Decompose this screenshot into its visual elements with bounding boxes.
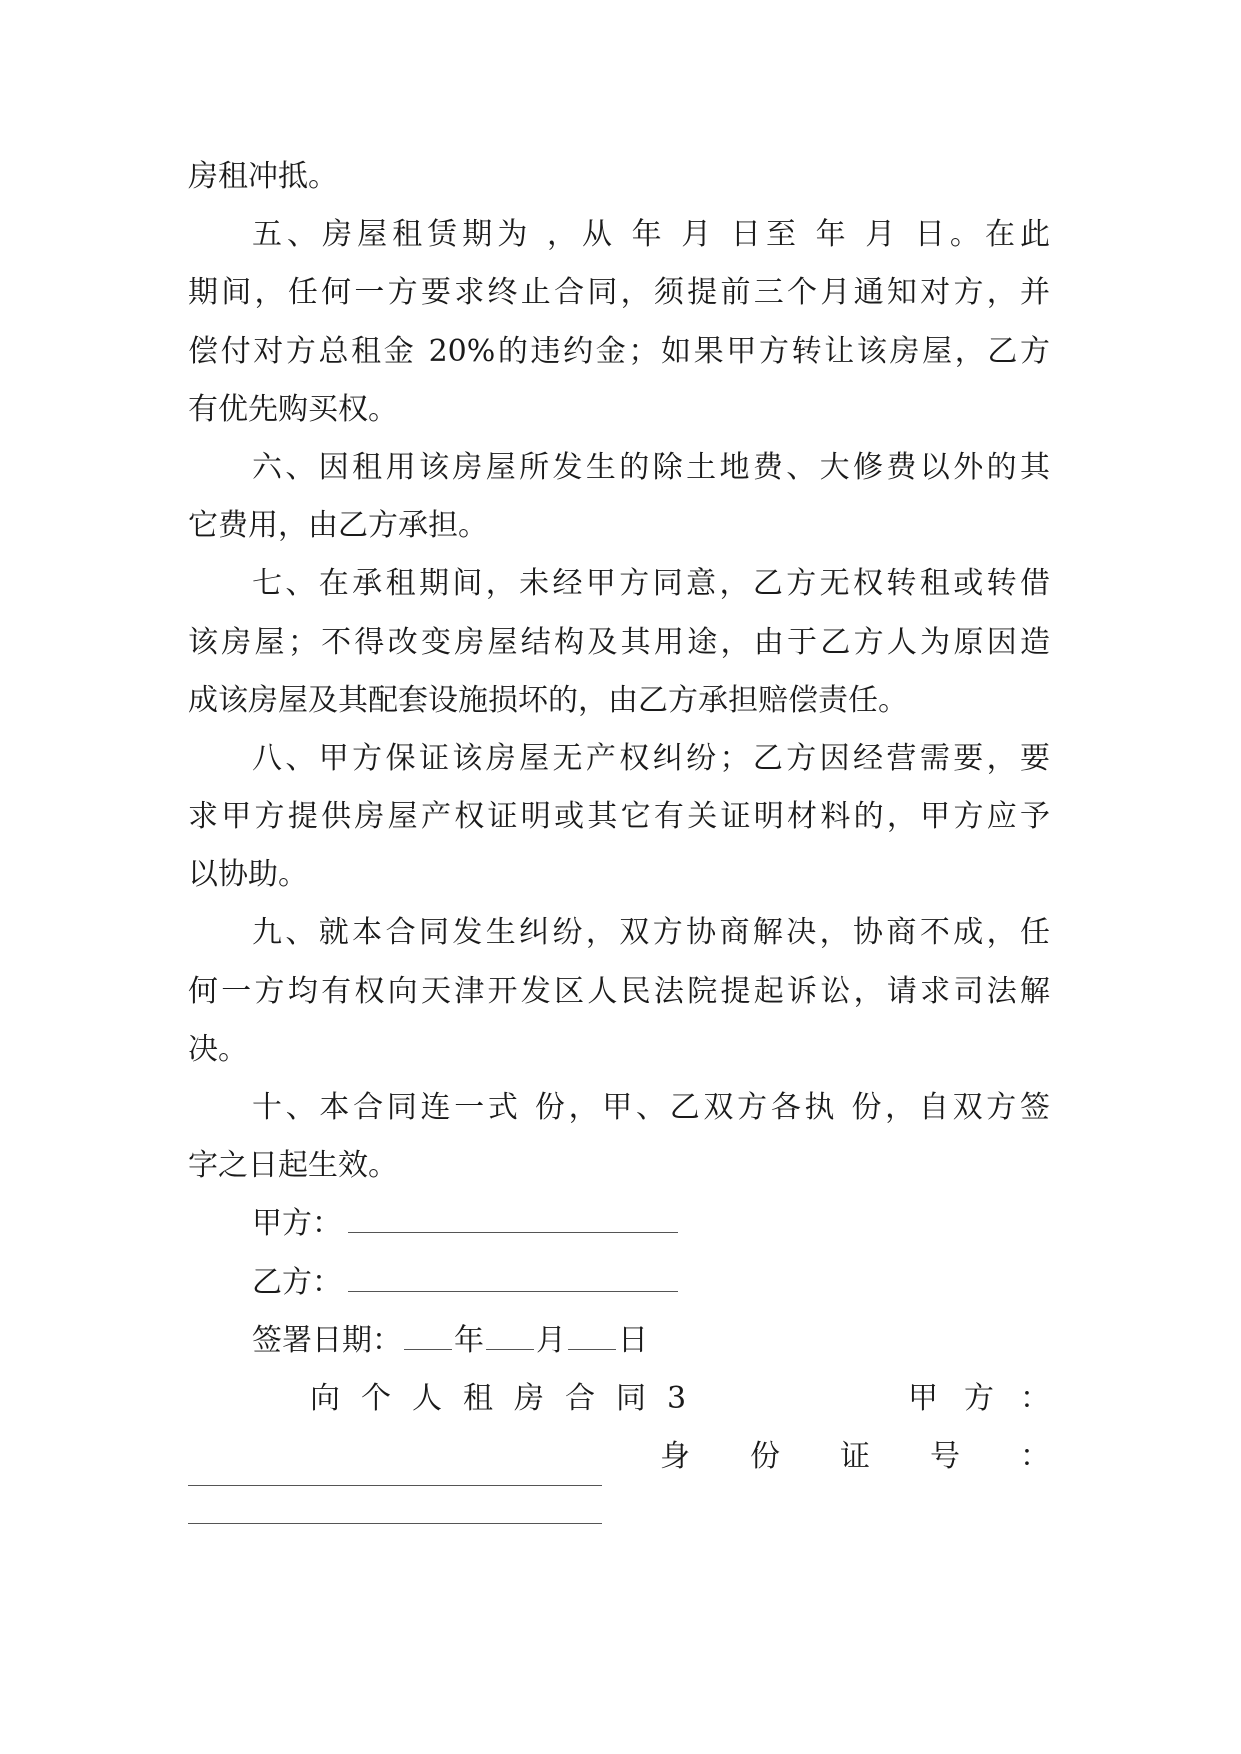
id-number-row	[188, 1428, 1050, 1486]
next-contract-title: 向个人租房合同3	[310, 1380, 708, 1416]
clause-5-line-1: 五、房屋租赁期为 ，从 年 月 日至 年 月 日。在此	[252, 217, 1050, 253]
clause-7-line-1: 七、在承租期间，未经甲方同意，乙方无权转租或转借	[252, 566, 1050, 602]
clause-10-line-2: 字之日起生效。	[188, 1148, 398, 1184]
next-party-a-blank[interactable]	[188, 1451, 602, 1486]
clause-5-line-4: 有优先购买权。	[188, 391, 398, 427]
signing-date-label: 签署日期：	[252, 1322, 402, 1358]
next-party-a-label: 甲方：	[908, 1380, 1076, 1416]
party-b-signature-row	[188, 1254, 1050, 1312]
id-number-label	[602, 1428, 1050, 1486]
party-b-blank[interactable]	[348, 1267, 678, 1292]
clause-6-line-2: 它费用，由乙方承担。	[188, 508, 488, 544]
clause-7	[188, 555, 1050, 730]
id-char-4: 号	[930, 1439, 960, 1475]
clause-6	[188, 439, 1050, 555]
clause-5	[188, 206, 1050, 439]
id-number-blank[interactable]	[188, 1489, 602, 1524]
clause-10	[188, 1079, 1050, 1195]
month-blank[interactable]	[486, 1325, 534, 1350]
clause-6-line-1: 六、因租用该房屋所发生的除土地费、大修费以外的其	[252, 449, 1050, 485]
clause-9-line-3: 决。	[188, 1031, 248, 1067]
clause-8-line-2: 求甲方提供房屋产权证明或其它有关证明材料的，甲方应予	[188, 799, 1050, 835]
day-label: 日	[618, 1322, 648, 1358]
clause-9-line-2: 何一方均有权向天津开发区人民法院提起诉讼，请求司法解	[188, 973, 1050, 1009]
year-label: 年	[454, 1322, 484, 1358]
id-char-3: 证	[840, 1439, 870, 1475]
clause-7-line-3: 成该房屋及其配套设施损坏的，由乙方承担赔偿责任。	[188, 682, 908, 718]
id-number-blank-row	[188, 1486, 1050, 1544]
clause-7-line-2: 该房屋；不得改变房屋结构及其用途，由于乙方人为原因造	[188, 624, 1050, 660]
id-char-1: 身	[660, 1439, 690, 1475]
party-a-label: 甲方：	[252, 1206, 342, 1242]
party-a-signature-row	[188, 1195, 1050, 1253]
party-a-blank[interactable]	[348, 1208, 678, 1233]
id-char-2: 份	[750, 1439, 780, 1475]
id-colon: ：	[1020, 1439, 1050, 1475]
clause-8-line-1: 八、甲方保证该房屋无产权纠纷；乙方因经营需要，要	[252, 740, 1050, 776]
signing-date-row	[188, 1312, 1050, 1370]
clause-10-line-1: 十、本合同连一式 份，甲、乙双方各执 份，自双方签	[252, 1090, 1050, 1125]
month-label: 月	[536, 1322, 566, 1358]
next-contract-title-row	[188, 1370, 1076, 1428]
clause-8-line-3: 以协助。	[188, 857, 308, 893]
document-page	[188, 148, 1076, 1545]
clause-9	[188, 904, 1050, 1079]
clause-5-line-2: 期间，任何一方要求终止合同，须提前三个月通知对方，并	[188, 275, 1050, 311]
clause-8	[188, 730, 1050, 905]
year-blank[interactable]	[404, 1325, 452, 1350]
day-blank[interactable]	[568, 1325, 616, 1350]
party-b-label: 乙方：	[252, 1264, 342, 1300]
clause-9-line-1: 九、就本合同发生纠纷，双方协商解决，协商不成，任	[252, 915, 1050, 951]
clause-5-line-3: 偿付对方总租金 20%的违约金；如果甲方转让该房屋，乙方	[188, 333, 1050, 369]
paragraph-continuation: 房租冲抵。	[188, 159, 338, 194]
